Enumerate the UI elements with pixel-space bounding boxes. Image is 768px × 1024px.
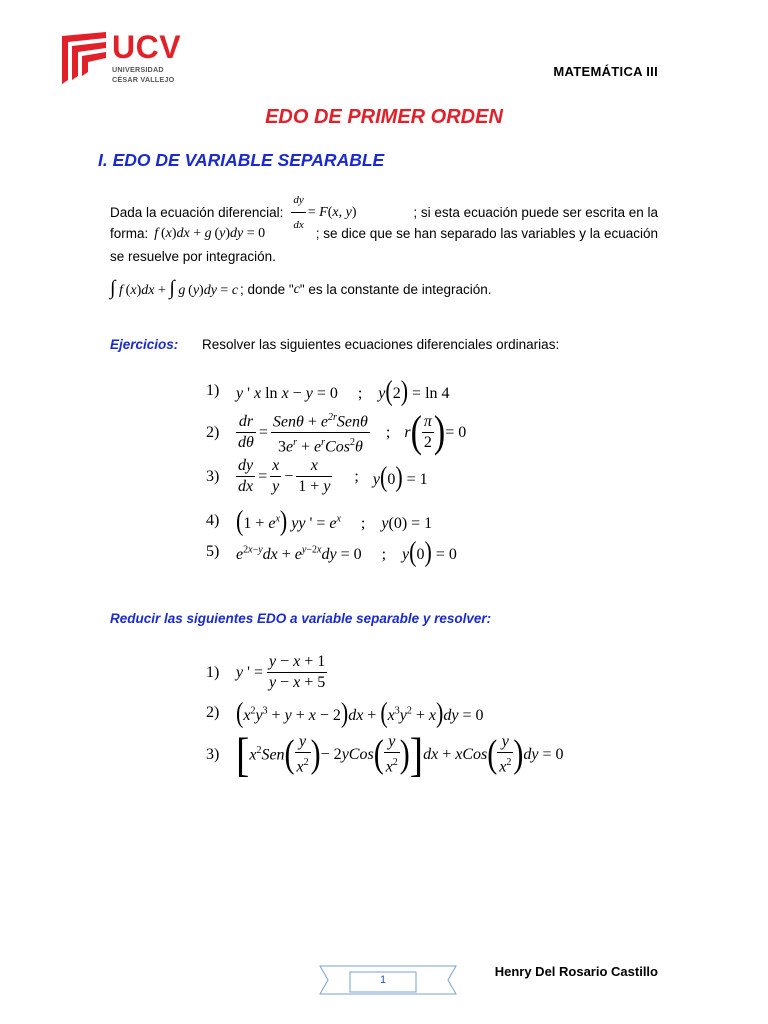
section-title-text: EDO DE VARIABLE SEPARABLE — [112, 150, 385, 170]
integral-formula: ∫ f (x)dx + ∫ g (y)dy = c — [110, 277, 239, 299]
intro-line-2 — [110, 222, 658, 246]
reduce-exercise-2: 2) $(x^2y^3 + y + x - 2)dx + (x^3y^2 + x)dy = 0$ — [206, 696, 484, 729]
exercise-3: 3) $\frac{dy}{dx}$ = $\frac{x}{y}$ − $\frac{x}{1 + y}$ ; y(0) = 1 — [206, 457, 428, 495]
reduce-exercise-3: 3) [ $x^2Sen$ ( $\frac{y}{x^2}$ ) − 2yCos ( $\frac{y}{x^2}$ ) ] dx + xCos ( $\frac{y}{x^2}$ ) dy = 0 — [206, 727, 564, 782]
ucv-logo — [60, 29, 182, 86]
course-name: MATEMÁTICA III — [553, 64, 658, 79]
intro-text-4a: ; donde " — [240, 281, 294, 297]
logo-line-1: UNIVERSIDAD — [112, 65, 164, 74]
intro-text-1a: Dada la ecuación diferencial: — [110, 204, 284, 220]
intro-text-4b: " es la constante de integración. — [299, 281, 492, 297]
section-title — [98, 150, 384, 171]
intro-text-1b: ; si esta ecuación puede ser escrita en la — [413, 204, 658, 220]
ucv-shield-icon — [60, 30, 110, 86]
reduce-exercise-1: 1) y ' = $\frac{y - x + 1}{y - x + 5}$ — [206, 653, 326, 691]
logo-text: UCV — [112, 29, 182, 65]
page-title: EDO DE PRIMER ORDEN — [265, 106, 503, 128]
exercise-2: 2) $\frac{dr}{d\theta}$ = $\frac{Sen\theta + e^{2r}Sen\theta}{3e^r + e^rCos^2\theta}$ ; r ( $\frac{\pi}{2}$ ) = 0 — [206, 408, 467, 457]
intro-line-3: se resuelve por integración. — [110, 249, 276, 264]
intro-text-2a: forma: — [110, 226, 149, 241]
section-number: I. — [98, 150, 108, 170]
intro-line-4 — [110, 276, 658, 303]
intro-text-2b: ; se dice que se han separado las variables y la ecuación — [315, 226, 658, 241]
exercises-label: Ejercicios: — [110, 337, 179, 352]
exercises-instruction: Resolver las siguientes ecuaciones diferenciales ordinarias: — [202, 337, 560, 352]
exercise-5: 5) $e^{2x-y}dx + e^{y-2x}dy = 0$ ; y(0) = 0 — [206, 535, 457, 568]
page-number: 1 — [379, 974, 387, 986]
intro-formula-2: f (x)dx + g (y)dy = 0 — [154, 226, 266, 241]
reduce-title: Reducir las siguientes EDO a variable separable y resolver: — [110, 611, 492, 626]
dy-dx-fraction: $\frac{dy}{dx}$ — [291, 188, 305, 237]
logo-line-2: CÉSAR VALLEJO — [112, 75, 175, 84]
author-name: Henry Del Rosario Castillo — [494, 964, 658, 979]
exercise-4: 4) $(1 + e^x)$ yy ' = $e^x$ ; y(0) = 1 — [206, 504, 433, 537]
constant-c: c — [293, 281, 300, 297]
intro-formula-1: = F(x, y) — [307, 204, 357, 220]
exercise-1: 1) y ' x ln x − y = 0 ; y(2) = ln 4 — [206, 374, 450, 407]
